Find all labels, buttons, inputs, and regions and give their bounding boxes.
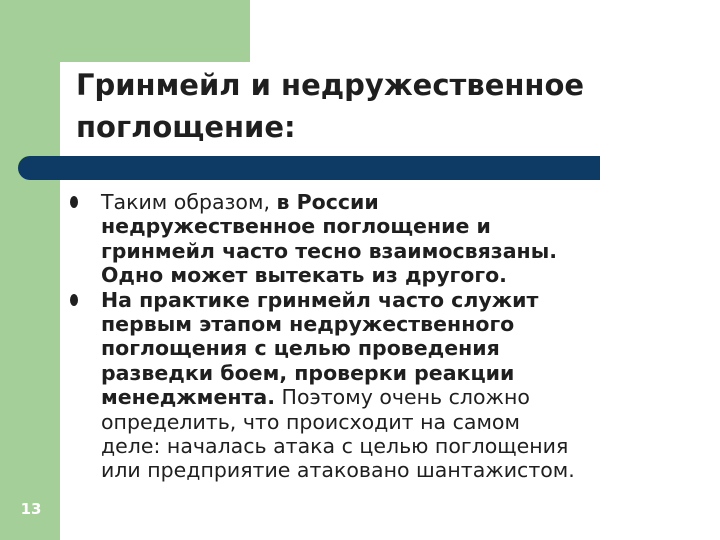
text: Поэтому очень сложно [275,385,530,410]
bullet-line [101,336,670,360]
text: определить, что происходит на самом [101,409,520,434]
slide-title [76,64,676,148]
bold-text: в России [276,190,379,214]
bullet-line [101,239,670,263]
text: деле: началась атака с целью поглощения [101,434,569,459]
bullet-line [101,312,670,336]
bullet-dot-icon [70,294,78,306]
bold-text: поглощения с целью проведения [101,336,500,361]
bullet-line [101,410,670,434]
slide-title-line: поглощение: [76,110,296,144]
text: или предприятие атаковано шантажистом. [101,458,575,483]
left-accent-strip [0,0,60,540]
title-divider-bar [18,156,600,180]
slide-title-line: Гринмейл и недружественное [76,68,585,102]
bullet-list [70,190,670,483]
bullet-line [101,434,670,458]
text: Таким образом, [101,190,277,214]
bold-text: первым этапом недружественного [101,312,515,337]
bold-text: Одно может вытекать из другого. [101,263,507,288]
bullet-dot-icon [70,196,78,208]
bullet-line [101,385,670,409]
bold-text: разведки боем, проверки реакции [101,360,515,385]
bullet-item [70,288,670,483]
bullet-line [101,190,670,214]
bold-text: менеджмента. [101,385,276,410]
bold-text: гринмейл часто тесно взаимосвязаны. [101,238,558,263]
bullet-line [101,288,670,312]
bullet-line [101,214,670,238]
bullet-item [70,190,670,288]
bullet-line [101,361,670,385]
slide-number: 13 [20,500,42,518]
bullet-line [101,458,670,482]
bullet-line [101,263,670,287]
bold-text: На практике гринмейл часто служит [101,287,539,312]
bold-text: недружественное поглощение и [101,214,491,239]
